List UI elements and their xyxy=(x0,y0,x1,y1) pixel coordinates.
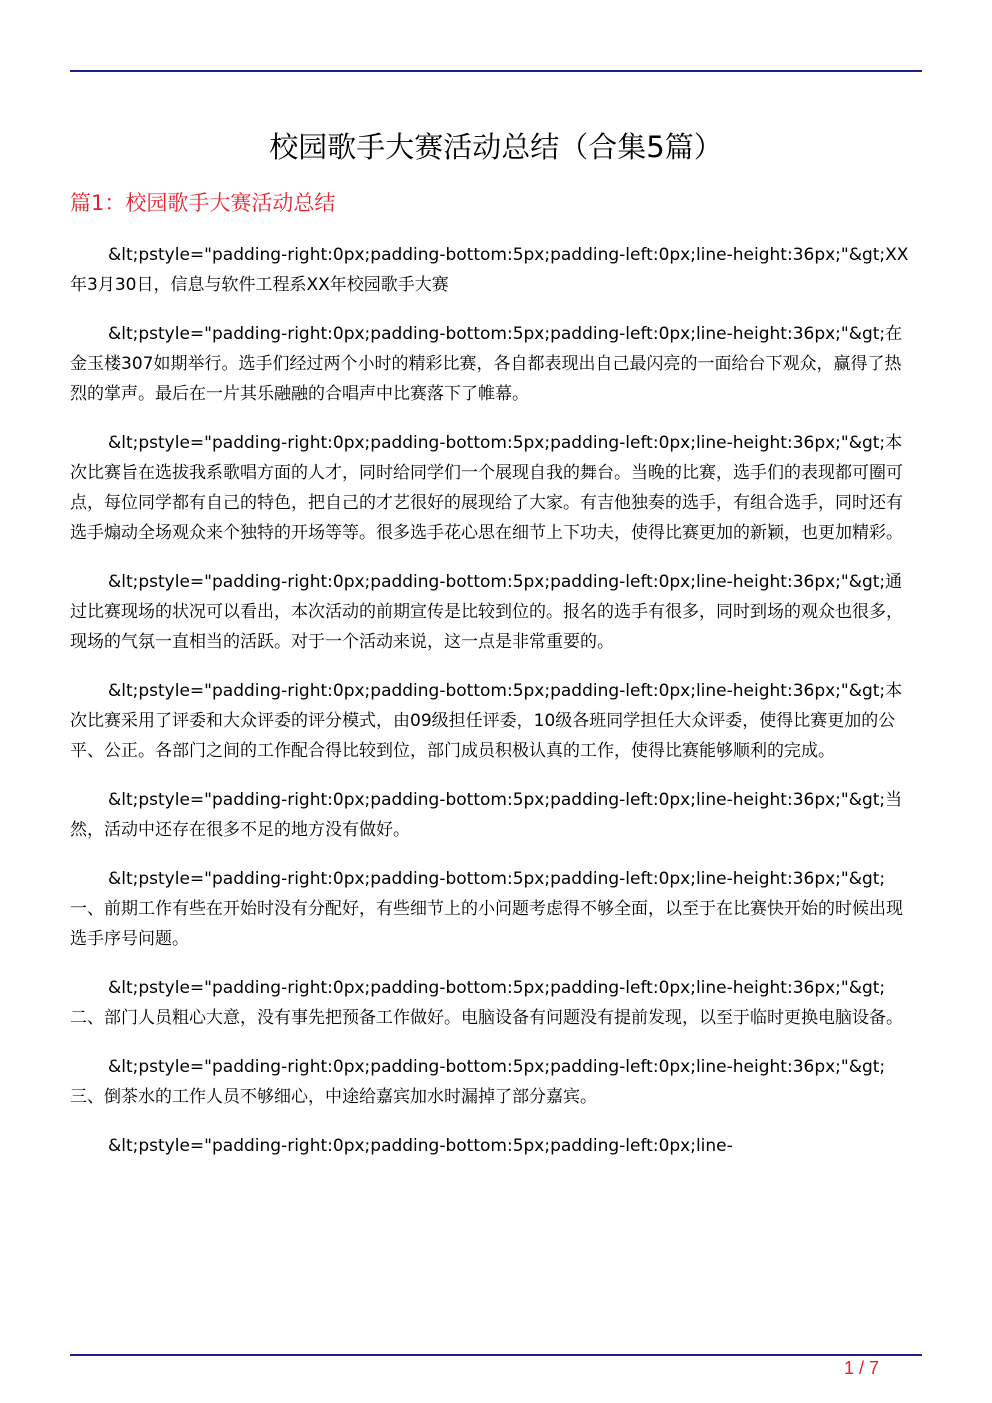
paragraph: &lt;pstyle="padding-right:0px;padding-bottom:5px;padding-left:0px;line-height:36px;"&gt;XX年3月30日，信息与软件工程系XX年校园歌手大赛 xyxy=(70,245,909,295)
paragraph: &lt;pstyle="padding-right:0px;padding-bottom:5px;padding-left:0px;line-height:36px;"&gt;二、部门人员粗心大意，没有事先把预备工作做好。电脑设备有问题没有提前发现，以至于临时更换电脑设备。 xyxy=(70,978,903,1028)
document-body xyxy=(70,240,916,1180)
paragraph: &lt;pstyle="padding-right:0px;padding-bottom:5px;padding-left:0px;line-height:36px;"&gt;本次比赛采用了评委和大众评委的评分模式，由09级担任评委，10级各班同学担任大众评委，使得比赛更加的公平、公正。各部门之间的工作配合得比较到位，部门成员积极认真的工作，使得比赛能够顺利的完成。 xyxy=(70,681,903,761)
section-heading: 篇1：校园歌手大赛活动总结 xyxy=(70,191,336,215)
page-indicator: 1 / 7 xyxy=(843,1358,879,1378)
paragraph: &lt;pstyle="padding-right:0px;padding-bottom:5px;padding-left:0px;line-height:36px;"&gt;本次比赛旨在选拔我系歌唱方面的人才，同时给同学们一个展现自我的舞台。当晚的比赛，选手们的表现都可圈可点，每位同学都有自己的特色，把自己的才艺很好的展现给了大家。有吉他独奏的选手，有组合选手，同时还有选手煽动全场观众来个独特的开场等等。很多选手花心思在细节上下功夫，使得比赛更加的新颖，也更加精彩。 xyxy=(70,433,903,543)
header-rule xyxy=(70,70,922,72)
paragraph: &lt;pstyle="padding-right:0px;padding-bottom:5px;padding-left:0px;line-height:36px;"&gt;三、倒茶水的工作人员不够细心，中途给嘉宾加水时漏掉了部分嘉宾。 xyxy=(70,1057,886,1107)
paragraph: &lt;pstyle="padding-right:0px;padding-bottom:5px;padding-left:0px;line-height:36px;"&gt;通过比赛现场的状况可以看出，本次活动的前期宣传是比较到位的。报名的选手有很多，同时到场的观众也很多，现场的气氛一直相当的活跃。对于一个活动来说，这一点是非常重要的。 xyxy=(70,572,903,652)
paragraph: &lt;pstyle="padding-right:0px;padding-bottom:5px;padding-left:0px;line-height:36px;"&gt;当然，活动中还存在很多不足的地方没有做好。 xyxy=(70,790,903,840)
paragraph: &lt;pstyle="padding-right:0px;padding-bottom:5px;padding-left:0px;line-height:36px;"&gt;在金玉楼307如期举行。选手们经过两个小时的精彩比赛，各自都表现出自己最闪亮的一面给台下观众，赢得了热烈的掌声。最后在一片其乐融融的合唱声中比赛落下了帷幕。 xyxy=(70,324,903,404)
paragraph: &lt;pstyle="padding-right:0px;padding-bottom:5px;padding-left:0px;line- xyxy=(108,1136,733,1156)
paragraph: &lt;pstyle="padding-right:0px;padding-bottom:5px;padding-left:0px;line-height:36px;"&gt;一、前期工作有些在开始时没有分配好，有些细节上的小问题考虑得不够全面，以至于在比赛快开始的时候出现选手序号问题。 xyxy=(70,869,903,949)
document-title: 校园歌手大赛活动总结（合集5篇） xyxy=(269,130,723,164)
footer-rule xyxy=(70,1354,922,1356)
